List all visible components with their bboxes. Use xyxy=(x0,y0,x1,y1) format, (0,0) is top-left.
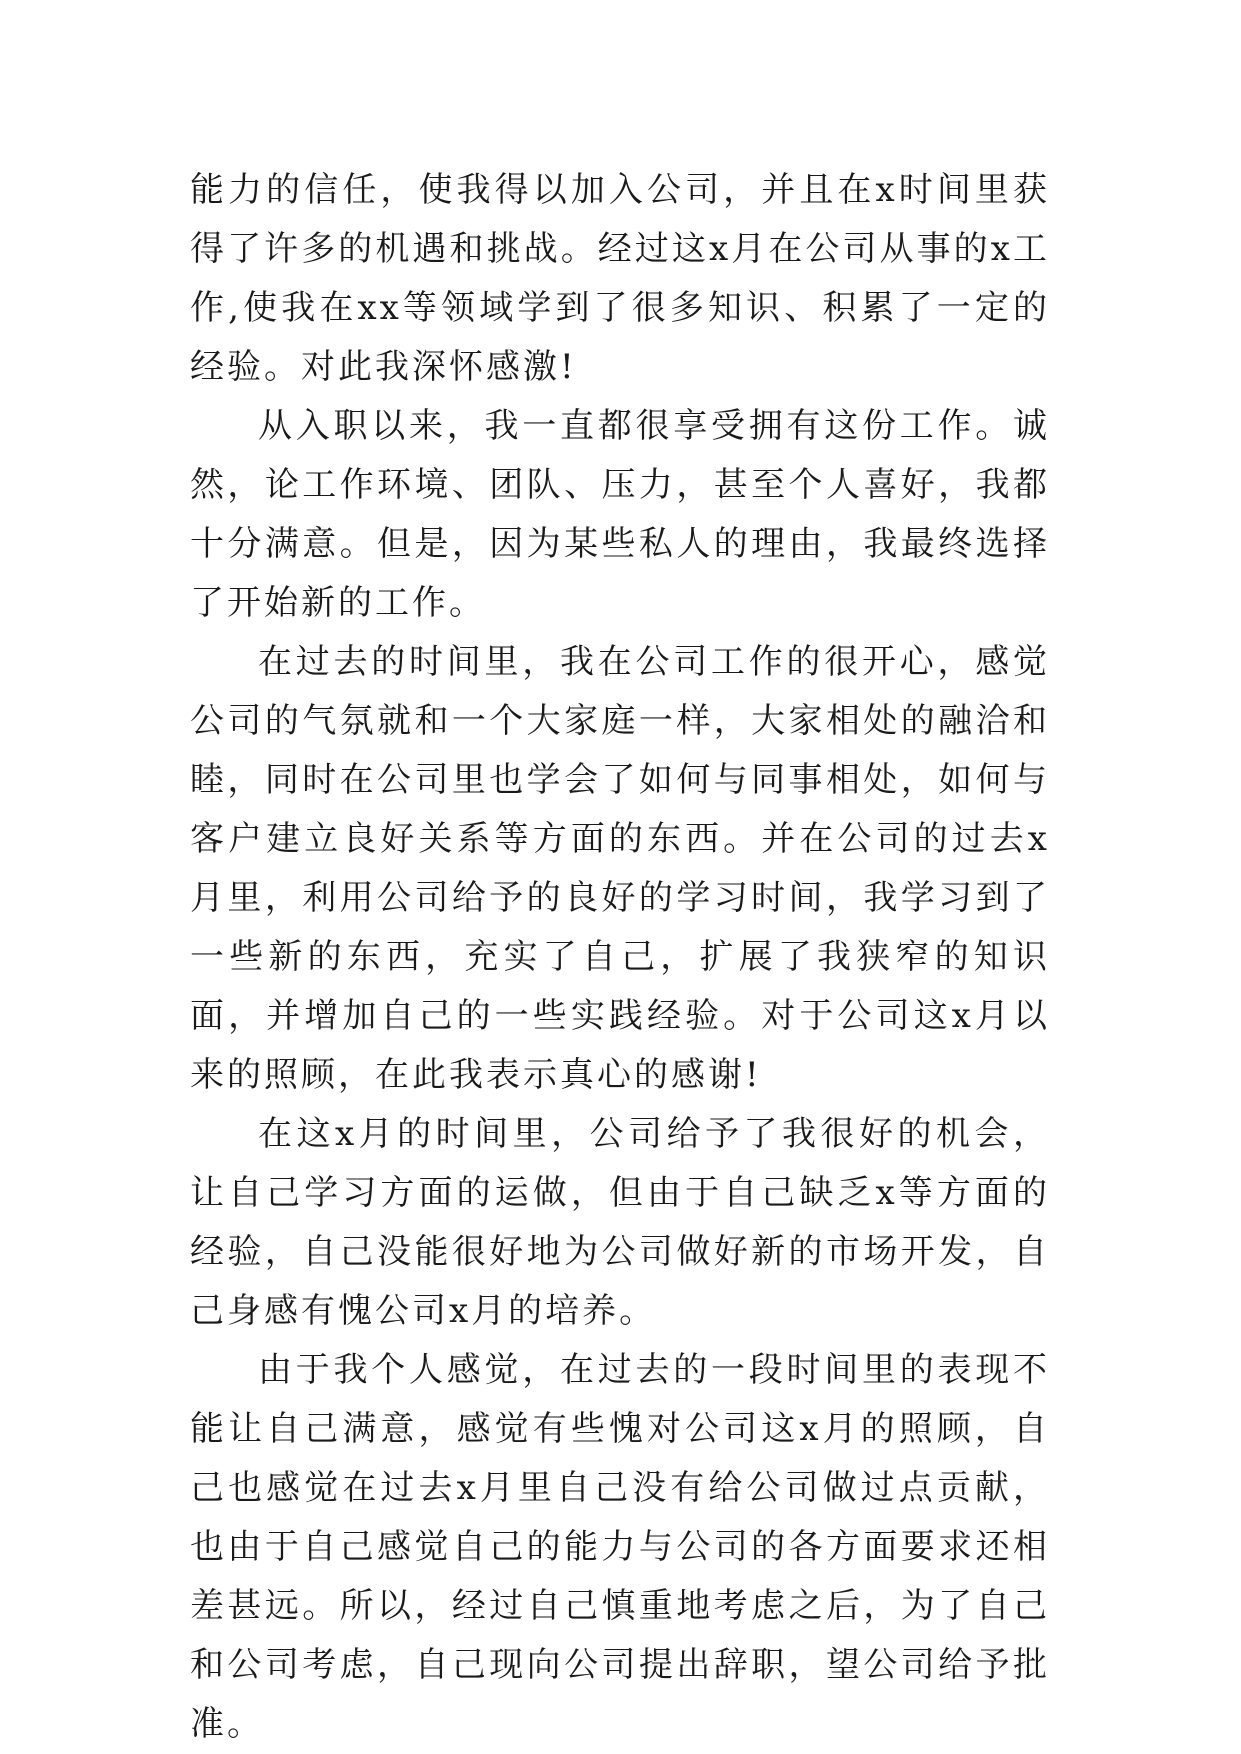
paragraph-5: 由于我个人感觉，在过去的一段时间里的表现不能让自己满意，感觉有些愧对公司这x月的照顾，自己也感觉在过去x月里自己没有给公司做过点贡献，也由于自己感觉自己的能力与公司的各方面要求还相差甚远。所以，经过自己慎重地考虑之后，为了自己和公司考虑，自己现向公司提出辞职，望公司给予批准。 xyxy=(190,1350,1050,1744)
paragraph-4: 在这x月的时间里，公司给予了我很好的机会，让自己学习方面的运做，但由于自己缺乏x等方面的经验，自己没能很好地为公司做好新的市场开发，自己身感有愧公司x月的培养。 xyxy=(190,1114,1050,1331)
paragraph-2: 从入职以来，我一直都很享受拥有这份工作。诚然，论工作环境、团队、压力，甚至个人喜好，我都十分满意。但是，因为某些私人的理由，我最终选择了开始新的工作。 xyxy=(190,406,1050,623)
letter-body xyxy=(190,161,1050,1754)
paragraph-3: 在过去的时间里，我在公司工作的很开心，感觉公司的气氛就和一个大家庭一样，大家相处的融洽和睦，同时在公司里也学会了如何与同事相处，如何与客户建立良好关系等方面的东西。并在公司的过去x月里，利用公司给予的良好的学习时间，我学习到了一些新的东西，充实了自己，扩展了我狭窄的知识面，并增加自己的一些实践经验。对于公司这x月以来的照顾，在此我表示真心的感谢! xyxy=(190,642,1050,1095)
paragraph-1: 能力的信任，使我得以加入公司，并且在x时间里获得了许多的机遇和挑战。经过这x月在公司从事的x工作,使我在xx等领域学到了很多知识、积累了一定的经验。对此我深怀感激! xyxy=(190,170,1050,387)
